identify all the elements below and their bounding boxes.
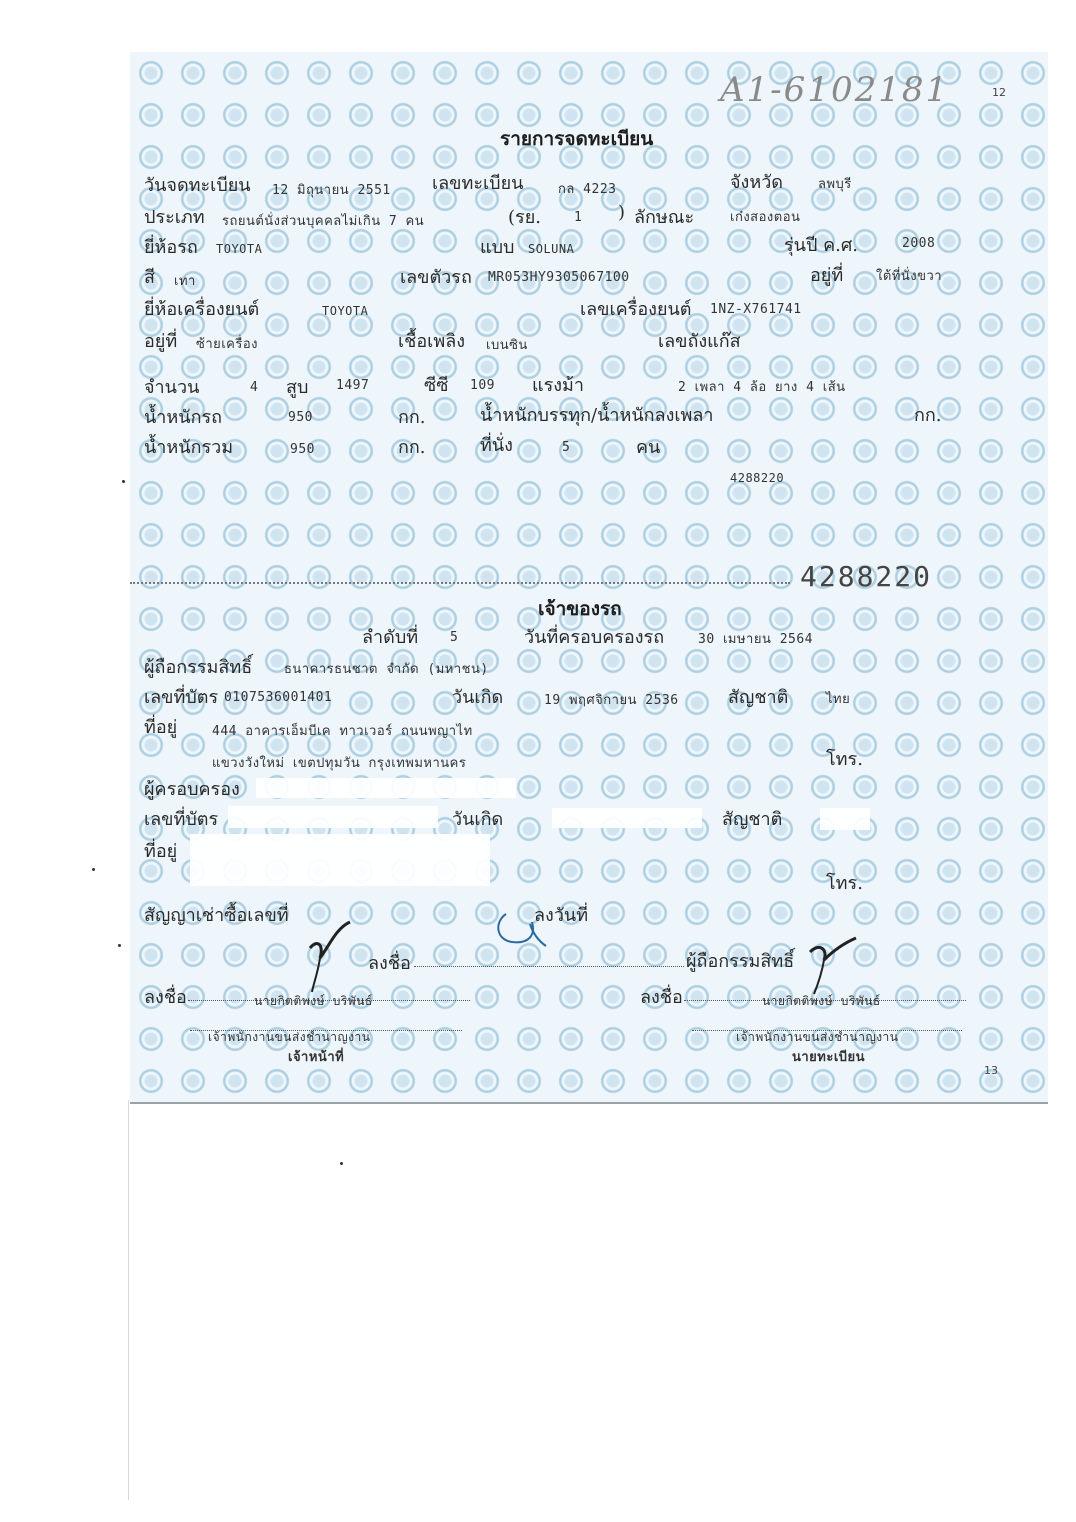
label-chassis: เลขตัวรถ [400,267,472,288]
label-weight: น้ำหนักรถ [144,407,223,428]
label-sign: ลงชื่อ [368,953,411,974]
value-cylinders: 1497 [336,378,370,393]
value-engine-make: TOYOTA [322,304,369,318]
owner-section-title: เจ้าของรถ [538,598,622,620]
redacted-possessor [256,778,516,798]
label-count: จำนวน [144,377,200,398]
label-province: จังหวัด [730,172,783,193]
value-engine-no: 1NZ-X761741 [710,302,802,317]
label-reg-date: วันจดทะเบียน [144,175,251,196]
label-sign-left: ลงชื่อ [144,987,187,1008]
right-signer-name: นายกิตติพงษ์ บริพันธ์ [762,994,881,1008]
page-fold-line [128,1100,129,1500]
perforation-line [130,582,790,584]
label-birth-2: วันเกิด [452,809,504,830]
value-cc: 109 [470,378,495,393]
label-style: ลักษณะ [634,207,695,228]
label-load: น้ำหนักบรรทุก/น้ำหนักลงเพลา [480,405,714,426]
value-fuel: เบนซิน [486,338,528,353]
value-make: TOYOTA [216,242,263,256]
label-reg-no: เลขทะเบียน [432,173,524,194]
label-engine-make: ยี่ห้อเครื่องยนต์ [144,299,260,320]
label-tel: โทร. [826,749,863,770]
label-contract: สัญญาเช่าซื้อเลขที่ [144,905,289,926]
label-model-year: รุ่นปี ค.ศ. [784,235,859,256]
label-kg-3: กก. [398,437,426,458]
label-color: สี [144,267,155,288]
document-title: รายการจดทะเบียน [500,128,654,150]
value-seats: 5 [562,440,571,455]
scan-speck [118,944,121,947]
value-chassis: MR053HY9305067100 [488,270,630,285]
value-address-line-1: 444 อาคารเอ็มบีเค ทาวเวอร์ ถนนพญาไท [212,724,473,739]
value-model: SOLUNA [528,242,575,256]
label-cylinders: สูบ [286,377,309,398]
value-total-weight: 950 [290,442,315,457]
label-holder: ผู้ถือกรรมสิทธิ์ [144,657,253,678]
label-kg-1: กก. [398,407,426,428]
scan-speck [122,480,125,483]
value-possess-date: 30 เมษายน 2564 [698,632,813,647]
value-address-line-2: แขวงวังใหม่ เขตปทุมวัน กรุงเทพมหานคร [212,756,467,771]
value-reg-no: กล 4223 [558,182,617,197]
left-signer-role: เจ้าหน้าที่ [288,1050,345,1065]
label-sign-right: ลงชื่อ [640,987,683,1008]
right-signer-title: เจ้าพนักงานขนส่งชำนาญงาน [736,1030,899,1044]
label-kg-2: กก. [914,405,942,426]
value-style: เก๋งสองตอน [730,210,801,225]
left-signer-title: เจ้าพนักงานขนส่งชำนาญงาน [208,1030,371,1044]
label-nation: สัญชาติ [728,687,789,708]
value-count: 4 [250,380,259,395]
value-seq: 5 [450,630,459,645]
value-axles: 2 เพลา 4 ล้อ ยาง 4 เส้น [678,380,846,395]
value-type: รถยนต์นั่งส่วนบุคคลไม่เกิน 7 คน [222,214,425,229]
left-signer-name: นายกิตติพงษ์ บริพันธ์ [254,994,373,1008]
registration-sheet [130,52,1048,1104]
sign-line [414,966,684,967]
label-chassis-location: อยู่ที่ [810,265,844,286]
label-contract-date: ลงวันที่ [534,905,589,926]
redacted-nation-2 [820,808,870,830]
label-ry-close: ) [618,202,626,223]
redacted-address-2 [190,834,490,886]
redacted-id-2 [228,806,438,828]
label-total-weight: น้ำหนักรวม [144,437,234,458]
label-cc: ซีซี [424,375,449,396]
label-address-2: ที่อยู่ [144,841,178,862]
label-address: ที่อยู่ [144,717,178,738]
label-possess-date: วันที่ครอบครองรถ [524,627,665,648]
value-holder: ธนาคารธนชาต จำกัด (มหาชน) [284,662,489,677]
label-id: เลขที่บัตร [144,687,219,708]
value-birth: 19 พฤศจิกายน 2536 [544,693,679,708]
value-id: 0107536001401 [224,690,333,705]
label-holder-role: ผู้ถือกรรมสิทธิ์ [686,951,795,972]
value-ry: 1 [574,210,583,225]
label-seats: ที่นั่ง [480,435,513,456]
value-reg-date: 12 มิถุนายน 2551 [272,183,391,198]
handwritten-reference: A1-6102181 [720,70,950,110]
page-number-top: 12 [992,86,1006,99]
serial-number-small: 4288220 [730,471,785,485]
label-ry-open: (รย. [508,207,541,228]
scan-speck [92,868,95,871]
label-id-2: เลขที่บัตร [144,809,219,830]
value-weight: 950 [288,410,313,425]
label-make: ยี่ห้อรถ [144,237,198,258]
signature-left-mark [300,918,360,998]
label-engine-no: เลขเครื่องยนต์ [580,299,692,320]
label-engine-location: อยู่ที่ [144,331,178,352]
value-engine-location: ซ้ายเครื่อง [196,337,259,352]
serial-number-large: 4288220 [800,560,933,593]
label-persons: คน [636,437,661,458]
scan-speck [340,1162,343,1165]
label-possessor: ผู้ครอบครอง [144,779,240,800]
handwritten-mark [490,910,550,950]
label-hp: แรงม้า [532,375,585,396]
redacted-birth-2 [552,808,702,828]
value-province: ลพบุรี [818,177,852,192]
value-chassis-location: ใต้ที่นั่งขวา [876,269,943,284]
page-number-bottom: 13 [984,1064,998,1077]
right-signer-role: นายทะเบียน [792,1050,866,1065]
label-nation-2: สัญชาติ [722,809,783,830]
value-model-year: 2008 [902,236,936,251]
label-model: แบบ [480,237,515,258]
label-tel-2: โทร. [826,873,863,894]
label-seq: ลำดับที่ [362,627,419,648]
value-color: เทา [174,274,196,289]
label-type: ประเภท [144,207,205,228]
value-nation: ไทย [826,692,851,707]
label-gas-tank: เลขถังแก๊ส [658,331,741,352]
label-fuel: เชื้อเพลิง [398,331,466,352]
label-birth: วันเกิด [452,687,504,708]
